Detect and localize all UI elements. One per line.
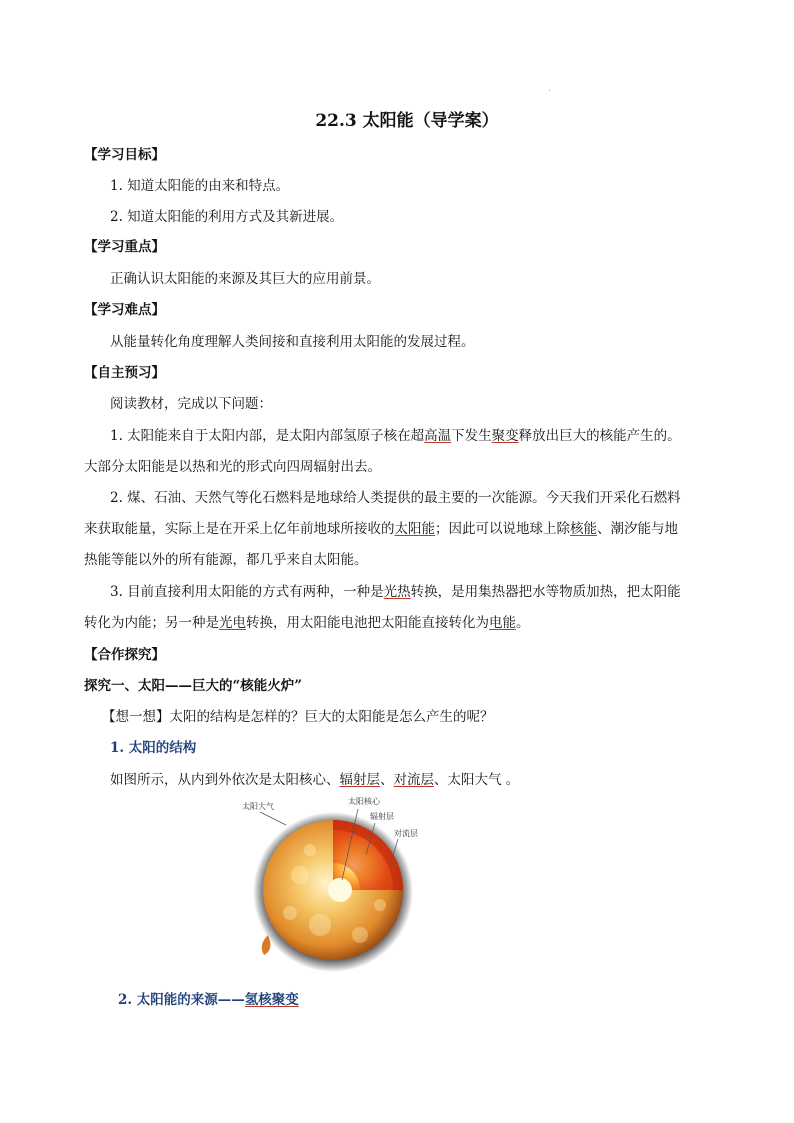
goal-2: 2. 知道太阳能的利用方式及其新进展。	[110, 209, 344, 225]
key-text: 正确认识太阳能的来源及其巨大的应用前景。	[110, 271, 380, 287]
subheading-solar-source	[118, 991, 299, 1009]
p3-text-d: 转换，用太阳能电池把太阳能直接转化为	[246, 615, 489, 631]
p2-answer-solar-energy: 太阳能	[394, 521, 435, 537]
difficulty-heading: 【学习难点】	[84, 302, 165, 318]
structure-answer-radiative: 辐射层	[339, 772, 380, 788]
p3-answer-photothermal: 光热	[383, 584, 411, 600]
p3-text-a: 3. 目前直接利用太阳能的方式有两种，一种是	[110, 584, 384, 600]
p2-text-c: 、潮汐能与地	[597, 521, 678, 537]
coop-heading: 【合作探究】	[84, 647, 165, 663]
sun-diagram	[240, 795, 430, 980]
goal-1: 1. 知道太阳能的由来和特点。	[110, 178, 290, 194]
subheading-sun-structure: 1. 太阳的结构	[110, 740, 197, 756]
structure-text-a: 如图所示，从内到外依次是太阳核心、	[110, 772, 340, 788]
label-radiative-layer: 辐射层	[370, 812, 394, 821]
p3-answer-electric-energy: 电能	[489, 615, 516, 631]
structure-text	[110, 771, 519, 789]
paragraph-3-line-2	[84, 614, 530, 632]
p1-answer-high-temperature: 高温	[424, 428, 452, 444]
leader-atmosphere	[260, 812, 286, 825]
p2-answer-nuclear-energy: 核能	[570, 521, 597, 537]
page-title: 22.3 太阳能（导学案）	[315, 111, 499, 131]
preview-intro: 阅读教材，完成以下问题：	[110, 396, 272, 412]
paragraph-2-line-2	[84, 520, 678, 538]
paragraph-1-line-2: 大部分太阳能是以热和光的形式向四周辐射出去。	[84, 459, 381, 475]
key-heading: 【学习重点】	[84, 239, 165, 255]
header-mark	[549, 90, 550, 91]
paragraph-1-line-1	[110, 427, 681, 445]
sub-2-answer-hydrogen-fusion: 氢核聚变	[244, 992, 299, 1008]
explore-1-heading: 探究一、太阳——巨大的“核能火炉”	[84, 678, 303, 694]
p3-text-e: 。	[516, 615, 530, 631]
p1-text-a: 1. 太阳能来自于太阳内部，是太阳内部氢原子核在超	[110, 428, 425, 444]
p1-text-c: 释放出巨大的核能产生的。	[518, 428, 681, 444]
p3-text-c: 转化为内能；另一种是	[84, 615, 219, 631]
goals-heading: 【学习目标】	[84, 147, 165, 163]
p1-text-b: 下发生	[451, 428, 492, 444]
paragraph-3-line-1	[110, 583, 681, 601]
think-question: 【想一想】太阳的结构是怎样的？巨大的太阳能是怎么产生的呢？	[102, 709, 494, 725]
paragraph-2-line-1: 2. 煤、石油、天然气等化石燃料是地球给人类提供的最主要的一次能源。今天我们开采化石燃料	[110, 490, 681, 506]
structure-text-b: 、	[380, 772, 394, 788]
p3-answer-photoelectric: 光电	[219, 615, 246, 631]
structure-answer-convective: 对流层	[393, 772, 434, 788]
sun-core	[328, 878, 352, 902]
label-sun-core: 太阳核心	[348, 797, 380, 806]
structure-text-c: 、太阳大气 。	[434, 772, 520, 788]
p2-text-b: ；因此可以说地球上除	[435, 521, 570, 537]
paragraph-2-line-3: 热能等能以外的所有能源，都几乎来自太阳能。	[84, 552, 368, 568]
sun-structure-figure	[240, 795, 430, 980]
sub-2-text: 2. 太阳能的来源——	[118, 992, 245, 1008]
preview-heading: 【自主预习】	[84, 365, 165, 381]
p3-text-b: 转换，是用集热器把水等物质加热，把太阳能	[410, 584, 681, 600]
difficulty-text: 从能量转化角度理解人类间接和直接利用太阳能的发展过程。	[110, 334, 475, 350]
p2-text-a: 来获取能量，实际上是在开采上亿年前地球所接收的	[84, 521, 395, 537]
label-convective-layer: 对流层	[394, 829, 418, 838]
p1-answer-fusion: 聚变	[491, 428, 519, 444]
label-sun-atmosphere: 太阳大气	[242, 802, 274, 811]
